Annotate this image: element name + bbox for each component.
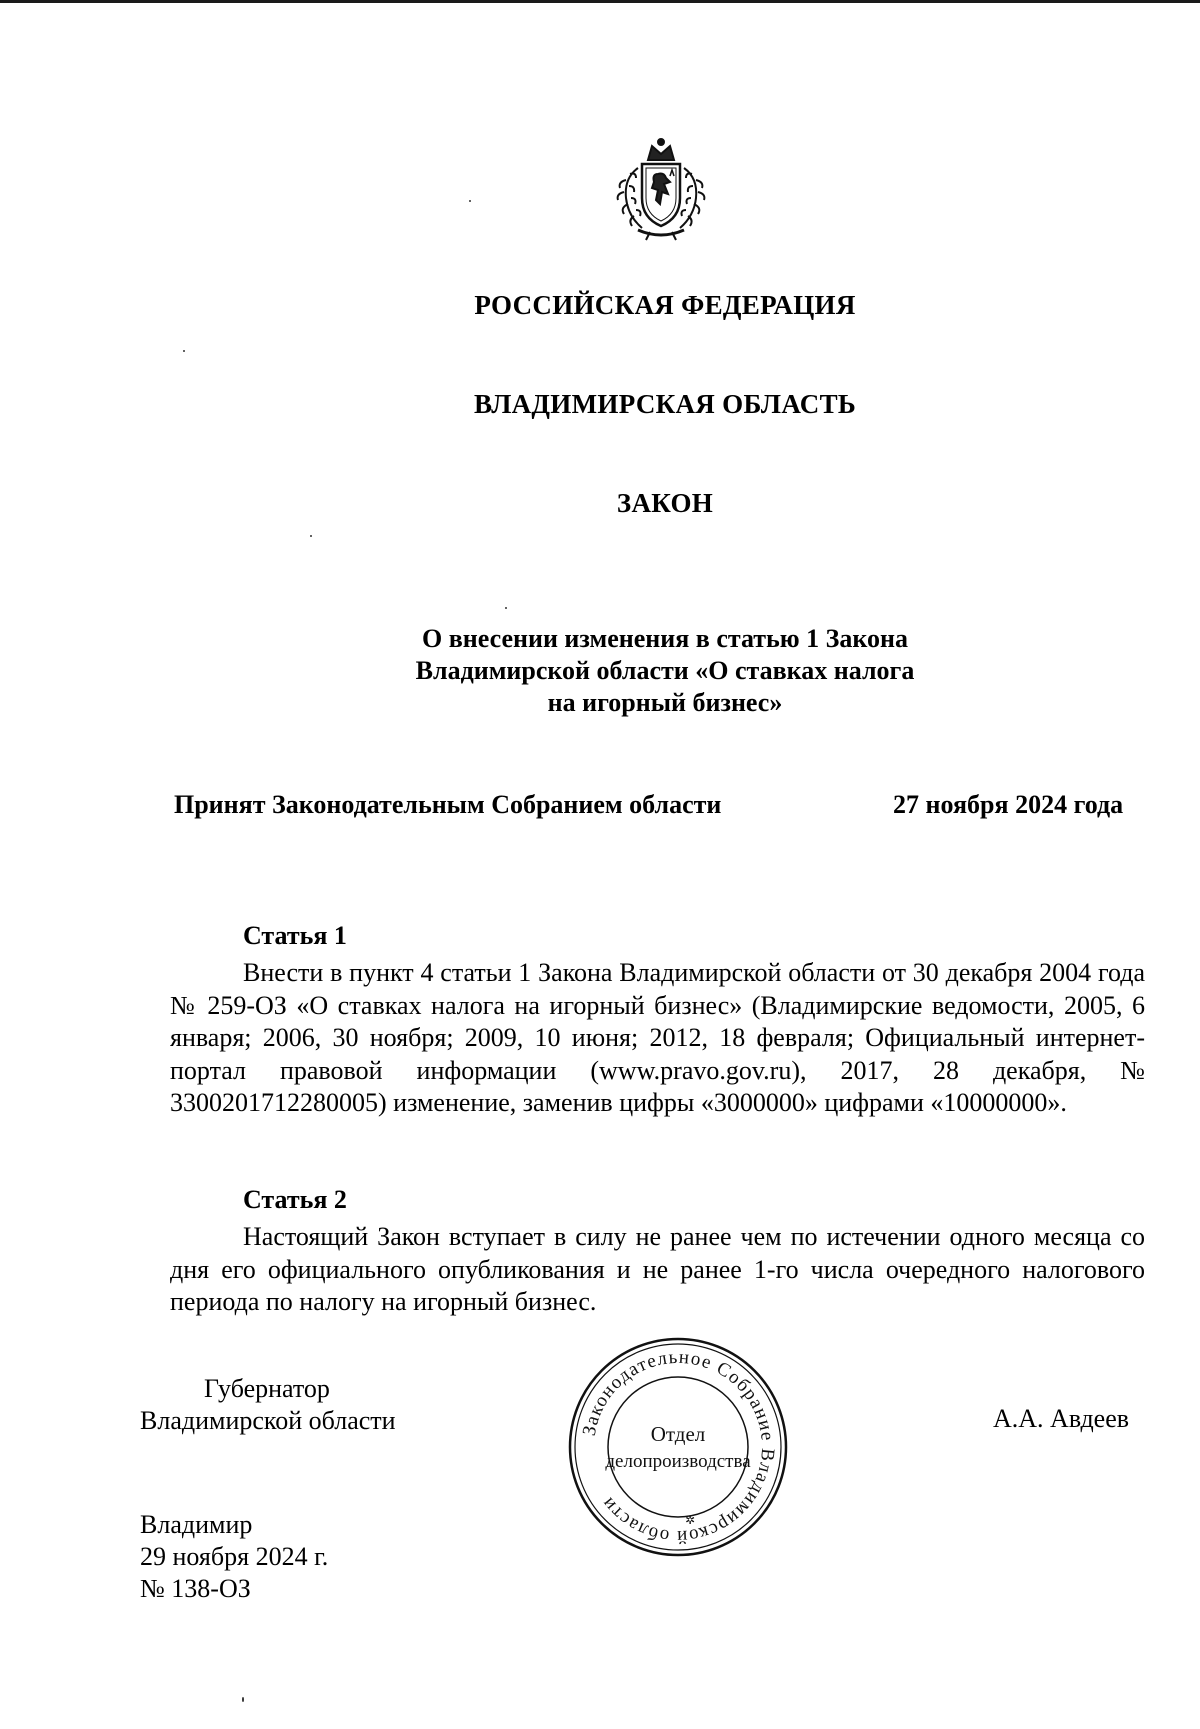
signatory-title-line: Владимирской области bbox=[140, 1406, 396, 1435]
scan-speck bbox=[242, 1697, 244, 1702]
scan-speck bbox=[469, 200, 471, 202]
law-number: № 138-ОЗ bbox=[140, 1574, 251, 1603]
scan-speck bbox=[505, 607, 507, 609]
seal-center-line: делопроизводства bbox=[605, 1451, 751, 1472]
law-title-line: О внесении изменения в статью 1 Закона bbox=[421, 624, 909, 653]
article-2-title: Статья 2 bbox=[243, 1185, 347, 1214]
article-1-text: Внести в пункт 4 статьи 1 Закона Владимирской области от 30 декабря 2004 года № 259-ОЗ «О ставках налога на игорный бизнес» (Владимирские ведомости, 2005, 6 января; 2006, 30 ноября; 2009, 10 июня; 2012, 18 февраля; Официальный интернет-портал правовой информации (www.pravo.gov.ru), 2017, 28 декабря, № 3300201712280005) изменение, заменив цифры «3000000» цифрами «10000000». bbox=[170, 958, 1145, 1118]
signing-date: 29 ноября 2024 г. bbox=[140, 1542, 329, 1571]
signing-city: Владимир bbox=[140, 1510, 253, 1539]
signatory-name: А.А. Авдеев bbox=[993, 1404, 1130, 1433]
place-date-number bbox=[140, 1509, 328, 1605]
seal-ring-text: Законодательное Собрание Владимирской области bbox=[578, 1346, 779, 1548]
scan-speck bbox=[310, 535, 312, 537]
scan-top-border bbox=[0, 0, 1200, 3]
article-1-title: Статья 1 bbox=[243, 921, 347, 950]
document-type-heading: ЗАКОН bbox=[616, 488, 714, 518]
adoption-statement: Принят Законодательным Собранием области bbox=[174, 790, 722, 819]
country-heading: РОССИЙСКАЯ ФЕДЕРАЦИЯ bbox=[474, 290, 856, 320]
signatory-title-line: Губернатор bbox=[204, 1374, 330, 1403]
signatory-title bbox=[140, 1373, 396, 1437]
article-2-text: Настоящий Закон вступает в силу не ранее чем по истечении одного месяца со дня его официального опубликования и не ранее 1-го числа очередного налогового периода по налогу на игорный бизнес. bbox=[170, 1222, 1145, 1317]
law-title-line: на игорный бизнес» bbox=[547, 688, 783, 717]
law-title-line: Владимирской области «О ставках налога bbox=[415, 656, 915, 685]
svg-text:✲: ✲ bbox=[684, 1513, 696, 1527]
scan-speck bbox=[183, 350, 185, 352]
official-seal-stamp bbox=[566, 1335, 790, 1559]
law-title bbox=[360, 623, 970, 719]
seal-center-line: Отдел bbox=[650, 1422, 706, 1446]
region-heading: ВЛАДИМИРСКАЯ ОБЛАСТЬ bbox=[473, 389, 857, 419]
adoption-date: 27 ноября 2024 года bbox=[893, 790, 1124, 819]
coat-of-arms-icon bbox=[612, 138, 710, 242]
